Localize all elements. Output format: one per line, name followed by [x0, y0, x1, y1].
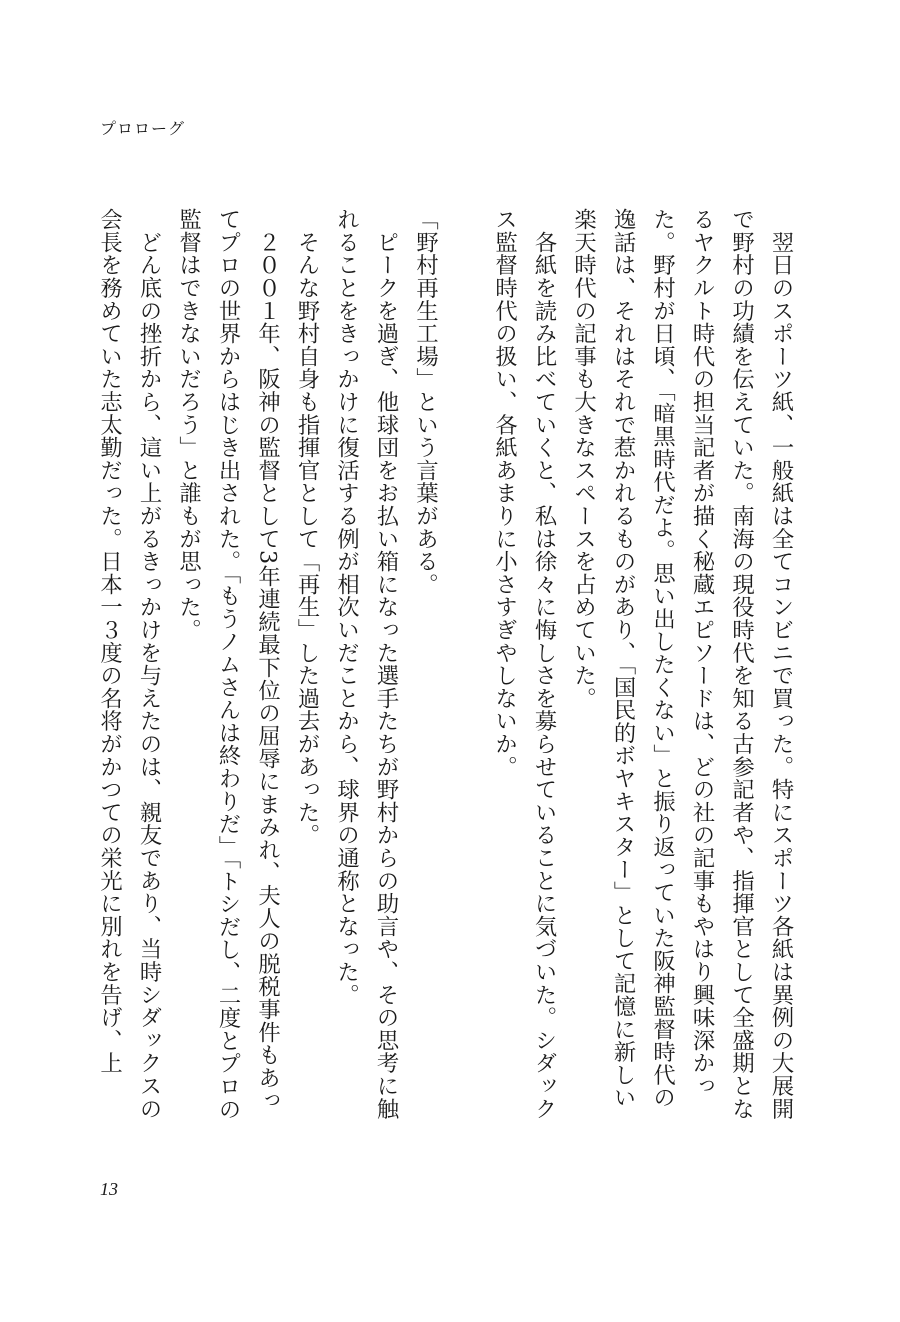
paragraph-6: ２００１年、阪神の監督として3年連続最下位の屈辱にまみれ、夫人の脱税事件もあってプロの世界からはじき出された。「もうノムさんは終わりだ」「トシだし、二度とプロの監督はできないだろう」と誰もが思った。	[175, 208, 281, 1121]
paragraph-3: 「野村再生工場」という言葉がある。	[412, 208, 439, 596]
paragraph-7: どん底の挫折から、這い上がるきっかけを与えたのは、親友であり、当時シダックスの会長を務めていた志太勤だった。日本一３度の名将がかつての栄光に別れを告げ、上	[96, 208, 162, 1120]
paragraph-5: そんな野村自身も指揮官として「再生」した過去があった。	[294, 208, 320, 847]
running-head: プロローグ	[100, 119, 186, 138]
section-break	[445, 208, 485, 1128]
page-number: 13	[100, 1179, 118, 1199]
body-text	[89, 208, 800, 1128]
paragraph-4: ピークを過ぎ、他球団をお払い箱になった選手たちが野村からの助言や、その思考に触れることをきっかけに復活する例が相次いだことから、球界の通称となった。	[333, 208, 399, 1120]
paragraph-1: 翌日のスポーツ紙、一般紙は全てコンビニで買った。特にスポーツ各紙は異例の大展開で野村の功績を伝えていた。南海の現役時代を知る古参記者や、指揮官として全盛期となるヤクルト時代の担当記者が描く秘蔵エピソードは、どの社の記事もやはり興味深かった。野村が日頃、「暗黒時代だよ。思い出したくない」と振り返っていた阪神監督時代の逸話は、それはそれで惹かれるものがあり、「国民的ボヤキスター」として記憶に新しい楽天時代の記事も大きなスペースを占めていた。	[570, 208, 794, 1120]
paragraph-2: 各紙を読み比べていくと、私は徐々に悔しさを募らせていることに気づいた。シダックス監督時代の扱い、各紙あまりに小さすぎやしないか。	[491, 208, 557, 1120]
